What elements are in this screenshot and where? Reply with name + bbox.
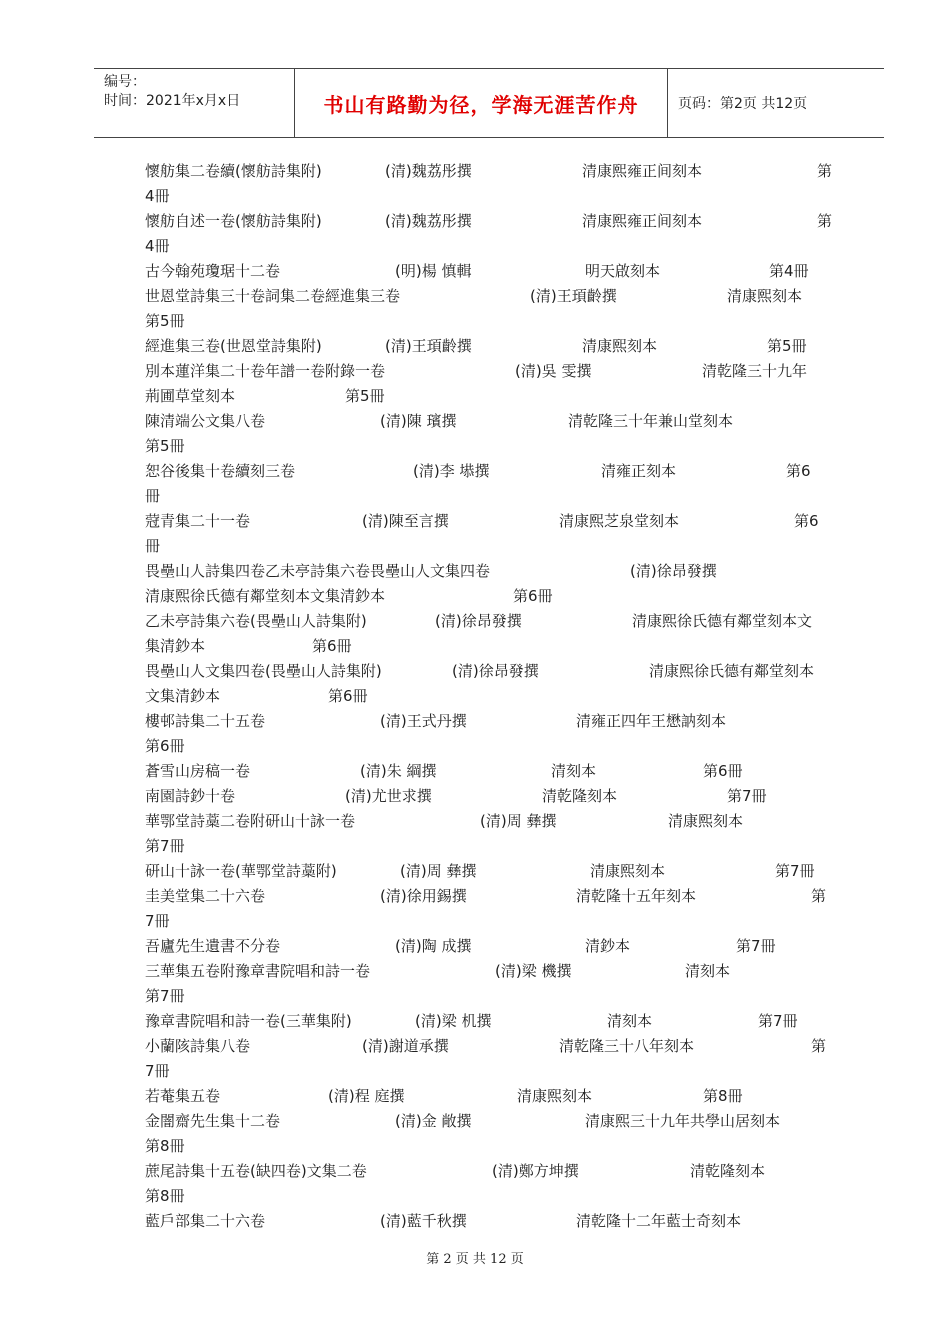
entry-edition: 清康熙徐氏德有鄰堂刻本 bbox=[649, 662, 815, 680]
entry-author: (清)李 塨撰 bbox=[413, 462, 490, 480]
entry-volume: 第7冊 bbox=[727, 787, 767, 805]
entry-title: 研山十詠一卷(華鄂堂詩藁附) bbox=[145, 862, 337, 880]
catalog-line bbox=[145, 1134, 835, 1159]
entry-title: 清康熙徐氏德有鄰堂刻本文集清鈔本 bbox=[145, 587, 386, 605]
catalog-line bbox=[145, 1084, 835, 1109]
entry-edition: 清乾隆三十八年刻本 bbox=[559, 1037, 695, 1055]
entry-title: 蒼雪山房稿一卷 bbox=[145, 762, 251, 780]
entry-author: (清)王頊齡撰 bbox=[385, 337, 472, 355]
entry-title: 集清鈔本 bbox=[145, 637, 206, 655]
entry-author: (清)尤世求撰 bbox=[345, 787, 432, 805]
entry-author: (清)魏荔彤撰 bbox=[385, 212, 472, 230]
header-motto-cell bbox=[295, 69, 668, 137]
entry-edition: 清康熙刻本 bbox=[517, 1087, 593, 1105]
catalog-line bbox=[145, 1209, 835, 1234]
entry-edition: 清康熙芝泉堂刻本 bbox=[559, 512, 680, 530]
entry-author: (清)謝道承撰 bbox=[362, 1037, 449, 1055]
entry-continuation: 第5冊 bbox=[145, 312, 185, 330]
catalog-line bbox=[145, 834, 835, 859]
catalog-line bbox=[145, 334, 835, 359]
entry-title: 華鄂堂詩藁二卷附研山十詠一卷 bbox=[145, 812, 356, 830]
entry-volume: 第 bbox=[811, 1037, 827, 1055]
entry-author: (清)梁 機撰 bbox=[495, 962, 572, 980]
entry-author: (清)吳 雯撰 bbox=[515, 362, 592, 380]
entry-author: (清)梁 机撰 bbox=[415, 1012, 492, 1030]
catalog-line bbox=[145, 1184, 835, 1209]
document-header bbox=[94, 68, 884, 138]
entry-edition: 清康熙刻本 bbox=[668, 812, 744, 830]
entry-author: (清)王頊齡撰 bbox=[530, 287, 617, 305]
catalog-line bbox=[145, 884, 835, 909]
catalog-line bbox=[145, 984, 835, 1009]
entry-continuation: 第7冊 bbox=[145, 987, 185, 1005]
entry-continuation: 第6冊 bbox=[145, 737, 185, 755]
entry-edition: 清乾隆刻本 bbox=[542, 787, 618, 805]
catalog-line bbox=[145, 1059, 835, 1084]
entry-volume: 第 bbox=[817, 212, 833, 230]
entry-author: (清)鄭方坤撰 bbox=[492, 1162, 579, 1180]
catalog-line bbox=[145, 934, 835, 959]
entry-continuation: 7冊 bbox=[145, 1062, 170, 1080]
catalog-line bbox=[145, 459, 835, 484]
entry-continuation: 4冊 bbox=[145, 237, 170, 255]
entry-edition: 清雍正刻本 bbox=[601, 462, 677, 480]
catalog-line bbox=[145, 259, 835, 284]
catalog-line bbox=[145, 659, 835, 684]
catalog-line bbox=[145, 959, 835, 984]
catalog-line bbox=[145, 234, 835, 259]
entry-author: (清)陳 璸撰 bbox=[380, 412, 457, 430]
entry-title: 恕谷後集十卷續刻三卷 bbox=[145, 462, 296, 480]
entry-author: (清)王式丹撰 bbox=[380, 712, 467, 730]
entry-title: 若菴集五卷 bbox=[145, 1087, 221, 1105]
entry-volume: 第 bbox=[811, 887, 827, 905]
entry-continuation: 冊 bbox=[145, 487, 161, 505]
entry-title: 蔗尾詩集十五卷(缺四卷)文集二卷 bbox=[145, 1162, 367, 1180]
entry-author: (清)藍千秋撰 bbox=[380, 1212, 467, 1230]
catalog-line bbox=[145, 284, 835, 309]
entry-title: 三華集五卷附豫章書院唱和詩一卷 bbox=[145, 962, 371, 980]
catalog-line bbox=[145, 1034, 835, 1059]
entry-edition: 清刻本 bbox=[607, 1012, 653, 1030]
entry-author: (清)陳至言撰 bbox=[362, 512, 449, 530]
entry-edition: 清乾隆十二年藍士奇刻本 bbox=[576, 1212, 742, 1230]
entry-title: 藍戶部集二十六卷 bbox=[145, 1212, 266, 1230]
entry-title: 文集清鈔本 bbox=[145, 687, 221, 705]
entry-title: 金闇齋先生集十二卷 bbox=[145, 1112, 281, 1130]
catalog-line bbox=[145, 434, 835, 459]
entry-author: (清)陶 成撰 bbox=[395, 937, 472, 955]
catalog-line bbox=[145, 684, 835, 709]
catalog-line bbox=[145, 184, 835, 209]
entry-continuation: 4冊 bbox=[145, 187, 170, 205]
entry-author: (清)徐昂發撰 bbox=[630, 562, 717, 580]
entry-title: 蒄青集二十一卷 bbox=[145, 512, 251, 530]
entry-author: 第5冊 bbox=[345, 387, 385, 405]
entry-edition: 清康熙雍正间刻本 bbox=[582, 162, 703, 180]
catalog-line bbox=[145, 509, 835, 534]
header-motto: 书山有路勤为径，学海无涯苦作舟 bbox=[323, 92, 639, 117]
catalog-list bbox=[145, 159, 835, 1234]
entry-continuation: 冊 bbox=[145, 537, 161, 555]
entry-volume: 第8冊 bbox=[703, 1087, 743, 1105]
entry-title: 吾廬先生遺書不分卷 bbox=[145, 937, 281, 955]
entry-edition: 清康熙刻本 bbox=[590, 862, 666, 880]
entry-edition: 清乾隆十五年刻本 bbox=[576, 887, 697, 905]
entry-edition: 清乾隆三十九年 bbox=[702, 362, 808, 380]
entry-title: 荊圃草堂刻本 bbox=[145, 387, 236, 405]
page-footer: 第 2 页 共 12 页 bbox=[426, 1252, 524, 1267]
entry-title: 懷舫自述一卷(懷舫詩集附) bbox=[145, 212, 322, 230]
entry-edition: 清乾隆刻本 bbox=[690, 1162, 766, 1180]
entry-author: (清)周 彝撰 bbox=[480, 812, 557, 830]
catalog-line bbox=[145, 1109, 835, 1134]
entry-title: 畏壘山人文集四卷(畏壘山人詩集附) bbox=[145, 662, 382, 680]
header-meta-cell bbox=[94, 69, 295, 137]
catalog-line bbox=[145, 534, 835, 559]
entry-author: 第6冊 bbox=[513, 587, 553, 605]
entry-continuation: 第5冊 bbox=[145, 437, 185, 455]
entry-title: 懷舫集二卷續(懷舫詩集附) bbox=[145, 162, 322, 180]
entry-volume: 第6冊 bbox=[703, 762, 743, 780]
entry-edition: 清康熙徐氏德有鄰堂刻本文 bbox=[632, 612, 813, 630]
entry-continuation: 第7冊 bbox=[145, 837, 185, 855]
catalog-line bbox=[145, 384, 835, 409]
entry-title: 世恩堂詩集三十卷詞集二卷經進集三卷 bbox=[145, 287, 401, 305]
catalog-line bbox=[145, 309, 835, 334]
entry-volume: 第4冊 bbox=[769, 262, 809, 280]
catalog-line bbox=[145, 209, 835, 234]
entry-author: 第6冊 bbox=[328, 687, 368, 705]
header-page-cell bbox=[668, 69, 884, 137]
entry-volume: 第5冊 bbox=[767, 337, 807, 355]
catalog-line bbox=[145, 159, 835, 184]
entry-title: 陳清端公文集八卷 bbox=[145, 412, 266, 430]
catalog-line bbox=[145, 584, 835, 609]
entry-volume: 第7冊 bbox=[736, 937, 776, 955]
entry-title: 經進集三卷(世恩堂詩集附) bbox=[145, 337, 322, 355]
entry-continuation: 第8冊 bbox=[145, 1187, 185, 1205]
entry-author: (清)魏荔彤撰 bbox=[385, 162, 472, 180]
entry-continuation: 第8冊 bbox=[145, 1137, 185, 1155]
catalog-line bbox=[145, 1159, 835, 1184]
catalog-line bbox=[145, 859, 835, 884]
entry-title: 畏壘山人詩集四卷乙未亭詩集六卷畏壘山人文集四卷 bbox=[145, 562, 491, 580]
catalog-line bbox=[145, 759, 835, 784]
catalog-line bbox=[145, 784, 835, 809]
entry-edition: 清刻本 bbox=[551, 762, 597, 780]
header-page-label: 页码：第2页 共12页 bbox=[678, 96, 808, 112]
entry-edition: 清康熙三十九年共學山居刻本 bbox=[585, 1112, 781, 1130]
entry-edition: 明天啟刻本 bbox=[585, 262, 661, 280]
catalog-line bbox=[145, 809, 835, 834]
entry-title: 圭美堂集二十六卷 bbox=[145, 887, 266, 905]
entry-continuation: 7冊 bbox=[145, 912, 170, 930]
document-id-label: 编号： bbox=[104, 74, 146, 90]
catalog-line bbox=[145, 359, 835, 384]
catalog-line bbox=[145, 1009, 835, 1034]
entry-title: 南園詩鈔十卷 bbox=[145, 787, 236, 805]
entry-title: 樓邨詩集二十五卷 bbox=[145, 712, 266, 730]
entry-author: (清)徐昂發撰 bbox=[435, 612, 522, 630]
entry-title: 豫章書院唱和詩一卷(三華集附) bbox=[145, 1012, 352, 1030]
entry-author: (清)徐用錫撰 bbox=[380, 887, 467, 905]
entry-author: (清)朱 綱撰 bbox=[360, 762, 437, 780]
catalog-line bbox=[145, 409, 835, 434]
entry-edition: 清乾隆三十年兼山堂刻本 bbox=[568, 412, 734, 430]
catalog-line bbox=[145, 609, 835, 634]
entry-edition: 清康熙雍正间刻本 bbox=[582, 212, 703, 230]
entry-edition: 清刻本 bbox=[685, 962, 731, 980]
catalog-line bbox=[145, 709, 835, 734]
entry-title: 乙未亭詩集六卷(畏壘山人詩集附) bbox=[145, 612, 367, 630]
entry-volume: 第6 bbox=[794, 512, 819, 530]
entry-volume: 第 bbox=[817, 162, 833, 180]
entry-title: 別本蓮洋集二十卷年譜一卷附錄一卷 bbox=[145, 362, 386, 380]
entry-edition: 清康熙刻本 bbox=[582, 337, 658, 355]
entry-edition: 清康熙刻本 bbox=[727, 287, 803, 305]
entry-author: (明)楊 慎輯 bbox=[395, 262, 472, 280]
document-time-label: 时间：2021年x月x日 bbox=[104, 93, 241, 109]
entry-author: (清)程 庭撰 bbox=[328, 1087, 405, 1105]
entry-title: 小蘭陔詩集八卷 bbox=[145, 1037, 251, 1055]
entry-author: 第6冊 bbox=[312, 637, 352, 655]
entry-author: (清)金 敞撰 bbox=[395, 1112, 472, 1130]
catalog-line bbox=[145, 484, 835, 509]
entry-edition: 清鈔本 bbox=[585, 937, 631, 955]
entry-author: (清)周 彝撰 bbox=[400, 862, 477, 880]
catalog-line bbox=[145, 734, 835, 759]
entry-volume: 第7冊 bbox=[758, 1012, 798, 1030]
catalog-line bbox=[145, 559, 835, 584]
entry-title: 古今翰苑瓊琚十二卷 bbox=[145, 262, 281, 280]
catalog-line bbox=[145, 634, 835, 659]
catalog-line bbox=[145, 909, 835, 934]
entry-edition: 清雍正四年王懋訥刻本 bbox=[576, 712, 727, 730]
entry-volume: 第7冊 bbox=[775, 862, 815, 880]
entry-volume: 第6 bbox=[786, 462, 811, 480]
entry-author: (清)徐昂發撰 bbox=[452, 662, 539, 680]
